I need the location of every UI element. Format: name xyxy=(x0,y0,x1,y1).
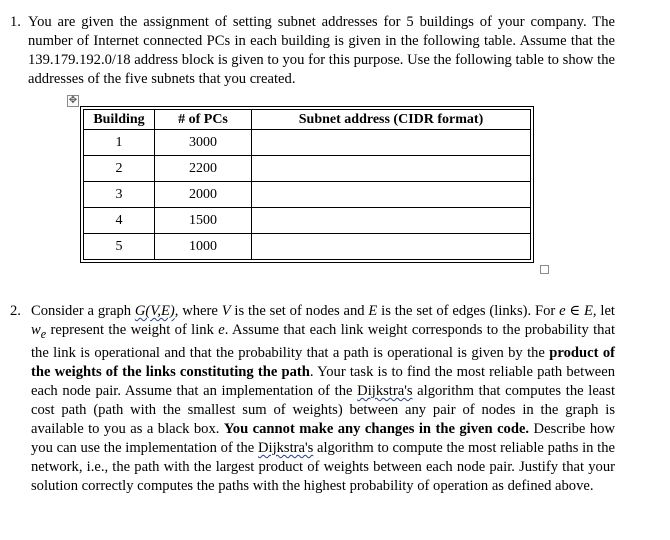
q2-text-11: algorithm to compute the most reliable paths in the network, i.e., the path with the largest product of weights between each node pair. Justify that your solution correctly computes the paths with the highest probability of operation as defined above. xyxy=(31,439,615,494)
weight-w: w xyxy=(31,322,41,338)
dijkstra-word-1: Dijkstra's xyxy=(357,382,413,399)
element-of-notation: e ∈ E xyxy=(559,303,593,319)
table-resize-handle[interactable] xyxy=(540,265,549,274)
header-subnet: Subnet address (CIDR format) xyxy=(252,110,531,130)
q2-text-4: is the set of edges (links). For xyxy=(377,303,560,319)
cell-building: 1 xyxy=(84,130,155,156)
cell-pcs: 1000 xyxy=(155,234,252,260)
cell-building: 5 xyxy=(84,234,155,260)
cell-subnet[interactable] xyxy=(252,182,531,208)
dijkstra-word-2: Dijkstra's xyxy=(257,439,314,456)
table-move-handle-icon[interactable]: ✥ xyxy=(68,95,78,106)
cell-subnet[interactable] xyxy=(252,130,531,156)
q2-text-8: . Your task is to find the most reliable path between each node pair. Assume that an implementation of the xyxy=(31,363,616,399)
cell-building: 3 xyxy=(84,182,155,208)
question-2 xyxy=(10,302,615,496)
bold-no-changes: You cannot make any changes in the given code. xyxy=(223,420,530,437)
cell-building: 4 xyxy=(84,208,155,234)
weight-sub: e xyxy=(40,326,47,341)
q2-text-7: . Assume that each link weight corresponds to the probability that the link is operational and that the probability that a path is operational is given by the xyxy=(31,322,615,361)
question-1-text: You are given the assignment of setting subnet addresses for 5 buildings of your company. The number of Internet connected PCs in each building is given in the following table. Assume that the 139.179.192.0/18 address block is given to you for this purpose. Use the following table to show the addresses of the five subnets that you created. xyxy=(28,14,615,87)
weight-symbol xyxy=(31,322,47,341)
bold-product-phrase: product of the weights of the links constituting the path xyxy=(31,344,615,380)
q2-text-6: represent the weight of link xyxy=(46,322,219,338)
q2-text-2: , where xyxy=(174,303,222,319)
q2-text-10: Describe how you can use the implementation of the xyxy=(31,420,615,456)
q2-text-9: algorithm that computes the least cost path (path with the smallest sum of weights) between any pair of nodes in the graph is available to you as a black box. xyxy=(31,382,616,437)
header-pcs: # of PCs xyxy=(155,110,252,130)
question-1 xyxy=(10,13,615,89)
table-row xyxy=(84,182,531,208)
table-row xyxy=(84,208,531,234)
q2-text-5: , let xyxy=(592,303,615,319)
cell-pcs: 2200 xyxy=(155,156,252,182)
table-row xyxy=(84,234,531,260)
cell-pcs: 1500 xyxy=(155,208,252,234)
cell-subnet[interactable] xyxy=(252,156,531,182)
symbol-e-set: E xyxy=(368,303,378,319)
cell-pcs: 2000 xyxy=(155,182,252,208)
question-2-text xyxy=(31,302,615,496)
cell-subnet[interactable] xyxy=(252,234,531,260)
table-row xyxy=(84,156,531,182)
q2-text-3: is the set of nodes and xyxy=(230,303,369,319)
subnet-table xyxy=(83,109,531,260)
header-building: Building xyxy=(84,110,155,130)
cell-subnet[interactable] xyxy=(252,208,531,234)
question-2-number: 2. xyxy=(10,303,21,319)
symbol-e: e xyxy=(218,322,225,338)
cell-building: 2 xyxy=(84,156,155,182)
symbol-v: V xyxy=(221,303,231,319)
q2-text-1: Consider a graph xyxy=(31,303,135,319)
cell-pcs: 3000 xyxy=(155,130,252,156)
question-1-number: 1. xyxy=(10,14,21,30)
table-row xyxy=(84,130,531,156)
table-header-row xyxy=(84,110,531,130)
graph-notation: G(V,E) xyxy=(134,303,175,319)
